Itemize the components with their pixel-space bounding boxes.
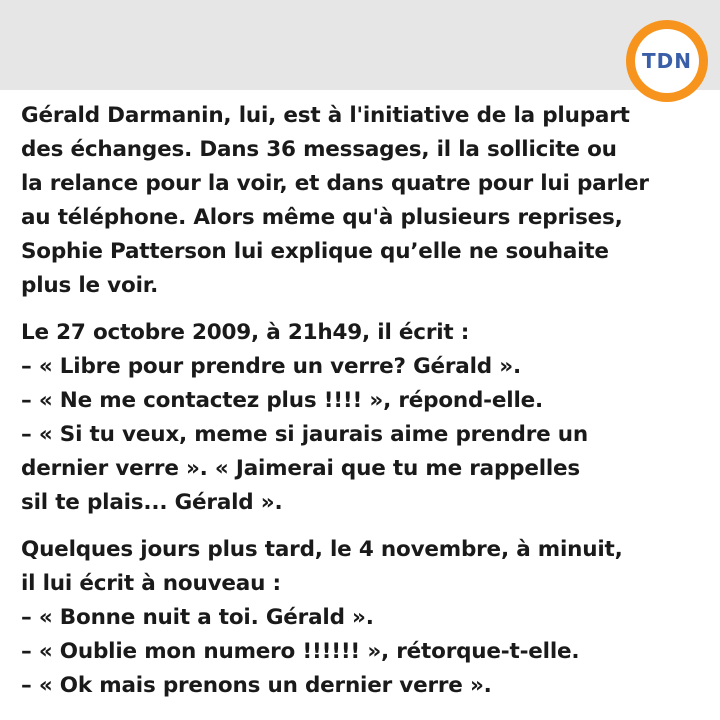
text-line: au téléphone. Alors même qu'à plusieurs reprises, — [21, 205, 623, 230]
text-line: la relance pour la voir, et dans quatre pour lui parler — [21, 171, 649, 196]
paragraph-intro — [21, 99, 701, 303]
text-line: Quelques jours plus tard, le 4 novembre, à minuit, — [21, 537, 623, 562]
logo-text: TDN — [642, 49, 692, 73]
text-line: Gérald Darmanin, lui, est à l'initiative de la plupart — [21, 103, 630, 128]
tdn-logo — [626, 20, 708, 102]
text-line: Sophie Patterson lui explique qu’elle ne souhaite — [21, 239, 609, 264]
logo-inner-circle — [635, 29, 699, 93]
text-line: dernier verre ». « Jaimerai que tu me rappelles — [21, 456, 581, 481]
text-line: – « Ne me contactez plus !!!! », répond-elle. — [21, 388, 543, 413]
text-line: – « Libre pour prendre un verre? Gérald ». — [21, 354, 521, 379]
text-line: il lui écrit à nouveau : — [21, 571, 281, 596]
text-line: – « Ok mais prenons un dernier verre ». — [21, 673, 492, 698]
text-line: des échanges. Dans 36 messages, il la sollicite ou — [21, 137, 617, 162]
article-text — [21, 99, 701, 703]
text-line: – « Si tu veux, meme si jaurais aime prendre un — [21, 422, 588, 447]
text-line: sil te plais... Gérald ». — [21, 490, 283, 515]
text-line: plus le voir. — [21, 273, 159, 298]
header-bar — [0, 0, 720, 90]
text-line: – « Oublie mon numero !!!!!! », rétorque-t-elle. — [21, 639, 580, 664]
paragraph-october-exchange — [21, 316, 701, 520]
text-line: – « Bonne nuit a toi. Gérald ». — [21, 605, 374, 630]
text-line: Le 27 octobre 2009, à 21h49, il écrit : — [21, 320, 470, 345]
paragraph-november-exchange — [21, 533, 701, 703]
